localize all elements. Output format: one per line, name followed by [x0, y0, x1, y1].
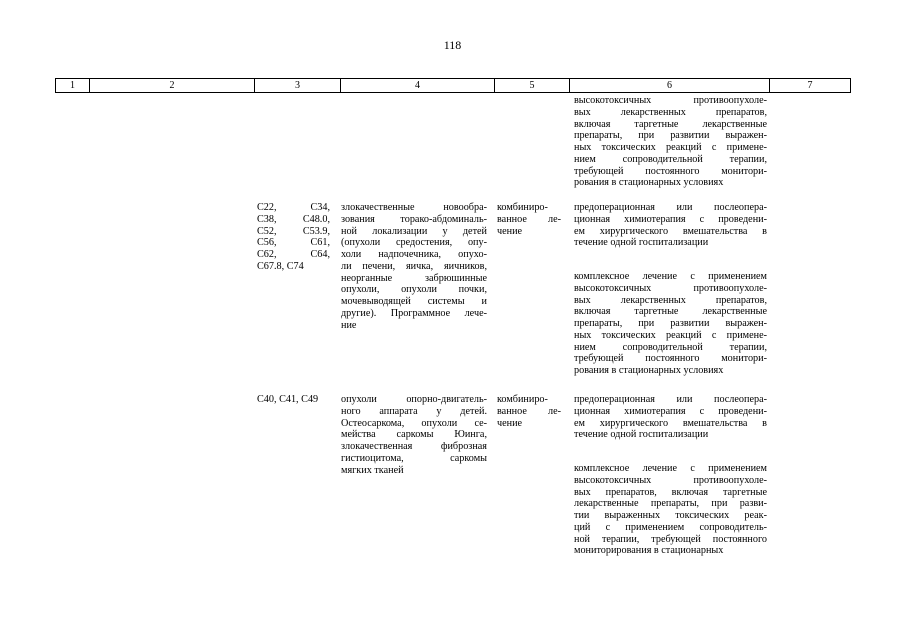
column-header-1: 1	[55, 79, 89, 92]
text-line: C52, C53.9,	[257, 225, 330, 237]
text-line: комплексное лечение с применением	[574, 271, 767, 282]
text-line: (опухоли средостения, опу-	[341, 237, 487, 249]
text-line: ционная химиотерапия с проведени-	[574, 213, 767, 225]
text-line: включая таргетные лекарственные	[574, 306, 767, 318]
row2-method-a	[574, 394, 767, 441]
text-line: C67.8, C74	[257, 260, 304, 272]
text-line: рования в стационарных условиях	[574, 177, 724, 189]
column-header-2: 2	[89, 79, 254, 92]
text-line: C38, C48.0,	[257, 213, 330, 225]
text-line: ем хирургического вмешательства в	[574, 417, 767, 429]
column-header-6: 6	[569, 79, 769, 92]
column-header-7: 7	[769, 79, 851, 92]
text-line: ем хирургического вмешательства в	[574, 225, 767, 237]
text-line: мочевыводящей системы и	[341, 296, 487, 307]
text-line: мониторирования в стационарных	[574, 545, 724, 557]
text-line: течение одной госпитализации	[574, 429, 709, 441]
text-line: ванное ле-	[497, 213, 561, 225]
text-line: Остеосаркома, опухоли се-	[341, 417, 487, 429]
text-line: мейства саркомы Юинга,	[341, 429, 487, 441]
row1-treatment-type	[497, 202, 561, 237]
text-line: ной локализации у детей	[341, 225, 487, 237]
text-line: предоперационная или послеопера-	[574, 202, 767, 213]
text-line: злокачественная фиброзная	[341, 441, 487, 452]
text-line: вых лекарственных препаратов,	[574, 106, 767, 118]
row1-diagnosis	[341, 202, 487, 331]
text-line: чение	[497, 225, 523, 237]
text-line: вых лекарственных препаратов,	[574, 294, 767, 306]
column-header-5: 5	[494, 79, 569, 92]
text-line: комбиниро-	[497, 202, 548, 213]
text-line: тии выраженных токсических реак-	[574, 510, 767, 521]
text-line: препараты, при развитии выражен-	[574, 130, 767, 142]
text-line: включая таргетные лекарственные	[574, 118, 767, 130]
page-number: 118	[443, 38, 462, 52]
text-line: ванное ле-	[497, 405, 561, 417]
text-line: высокотоксичных противоопухоле-	[574, 282, 767, 294]
row1-method-a	[574, 202, 767, 249]
text-line: нием сопроводительной терапии,	[574, 341, 767, 353]
text-line: вых препаратов, включая таргетные	[574, 486, 767, 498]
text-line: неорганные забрюшинные	[341, 272, 487, 284]
column-header-4: 4	[340, 79, 494, 92]
text-line: лекарственные препараты, при разви-	[574, 498, 767, 510]
text-line: ных токсических реакций с примене-	[574, 329, 767, 341]
text-line: C22, C34,	[257, 202, 330, 213]
row2-diagnosis	[341, 394, 487, 476]
row2-treatment-type	[497, 394, 561, 429]
text-line: нием сопроводительной терапии,	[574, 153, 767, 165]
table-header-row	[55, 78, 851, 93]
text-line: C62, C64,	[257, 249, 330, 260]
text-line: ционная химиотерапия с проведени-	[574, 405, 767, 417]
text-line: опухоли, опухоли почки,	[341, 284, 487, 296]
text-line: чение	[497, 417, 523, 429]
column-header-3: 3	[254, 79, 340, 92]
text-line: ного аппарата у детей.	[341, 405, 487, 417]
text-line: C40, C41, C49	[257, 394, 319, 405]
row2-icd-codes	[257, 394, 330, 406]
row2-method-b	[574, 463, 767, 557]
text-line: ли печени, яичка, яичников,	[341, 260, 487, 272]
text-line: ной терапии, требующей постоянного	[574, 533, 767, 545]
text-line: высокотоксичных противоопухоле-	[574, 474, 767, 486]
text-line: рования в стационарных условиях	[574, 365, 724, 376]
continued-method-text	[574, 95, 767, 189]
text-line: комплексное лечение с применением	[574, 463, 767, 474]
text-line: зования торако-абдоминаль-	[341, 213, 487, 225]
text-line: ций с применением сопроводитель-	[574, 521, 767, 533]
text-line: злокачественные новообра-	[341, 202, 487, 213]
text-line: ние	[341, 319, 357, 331]
row1-icd-codes	[257, 202, 330, 273]
text-line: требующей постоянного монитори-	[574, 353, 767, 365]
text-line: течение одной госпитализации	[574, 237, 709, 249]
text-line: холи надпочечника, опухо-	[341, 249, 487, 260]
text-line: мягких тканей	[341, 464, 404, 476]
text-line: препараты, при развитии выражен-	[574, 318, 767, 329]
text-line: другие). Программное лече-	[341, 307, 487, 319]
text-line: предоперационная или послеопера-	[574, 394, 767, 405]
text-line: высокотоксичных противоопухоле-	[574, 95, 767, 106]
text-line: опухоли опорно-двигатель-	[341, 394, 487, 405]
text-line: ных токсических реакций с примене-	[574, 142, 767, 153]
row1-method-b	[574, 271, 767, 377]
text-line: комбиниро-	[497, 394, 548, 405]
text-line: требующей постоянного монитори-	[574, 165, 767, 177]
text-line: C56, C61,	[257, 237, 330, 249]
text-line: гистиоцитома, саркомы	[341, 452, 487, 464]
